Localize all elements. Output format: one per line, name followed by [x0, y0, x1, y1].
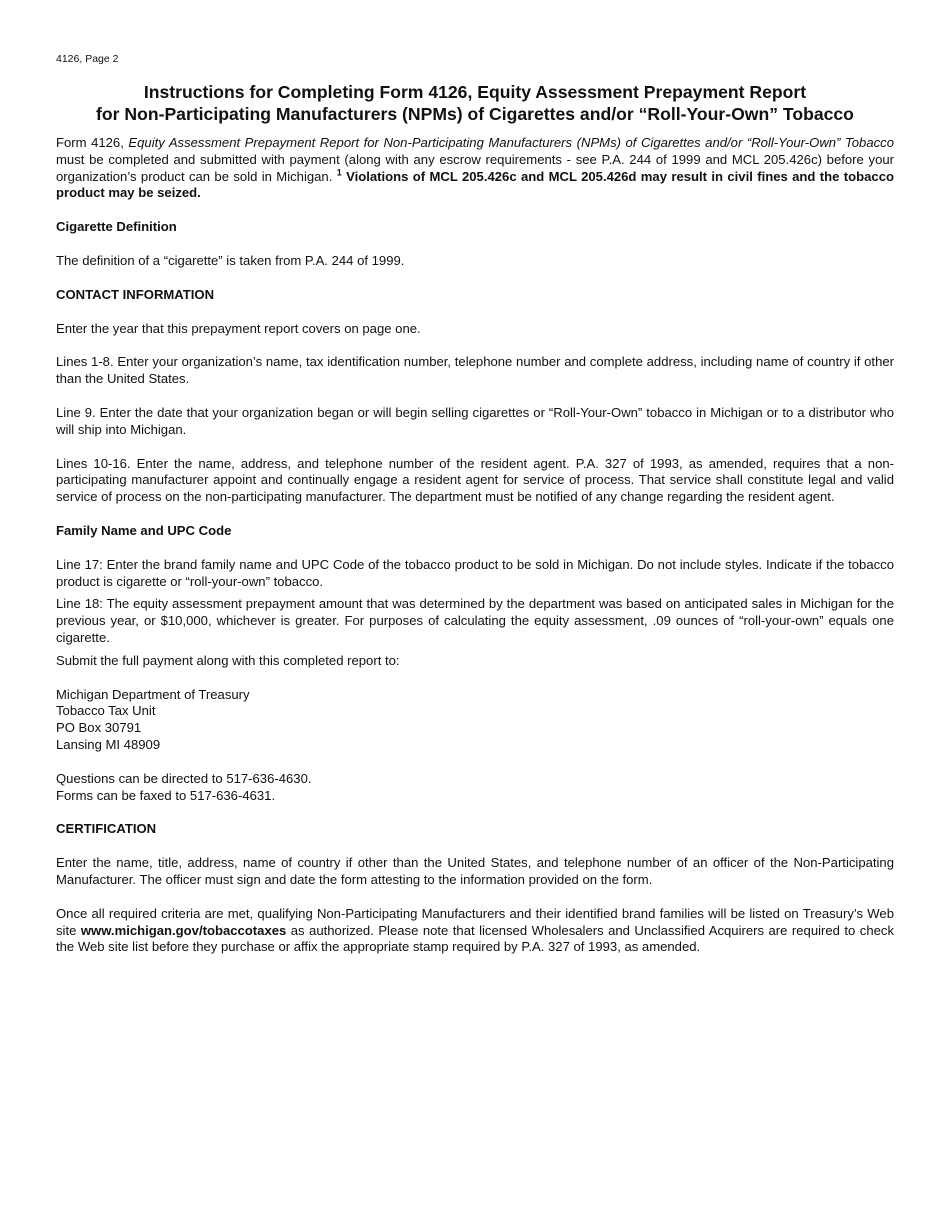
questions-phone: Questions can be directed to 517-636-4630.	[56, 770, 312, 786]
listing-suffix: as authorized. Please note that licensed Wholesalers and Unclassified Acquirers are required to check the Web site list before they purchase or affix the appropriate stamp required by P.A. 327 of 1993, as amended.	[56, 922, 895, 955]
title-line-2: for Non-Participating Manufacturers (NPMs) of Cigarettes and/or “Roll-Your-Own” Tobacco	[96, 103, 854, 124]
listing-prefix: Once all required criteria are met, qualifying Non-Participating Manufacturers and their identified brand families will be listed on Treasury’s Web site	[56, 905, 894, 938]
intro-prefix: Form 4126,	[56, 135, 129, 150]
footnote-marker: 1	[336, 167, 342, 178]
fax-number: Forms can be faxed to 517-636-4631.	[56, 787, 276, 803]
title-line-1: Instructions for Completing Form 4126, Equity Assessment Prepayment Report	[143, 82, 807, 102]
document-title	[56, 82, 894, 125]
page-number-label: 4126, Page 2	[56, 53, 119, 65]
line-18-instruction: Line 18: The equity assessment prepayment amount that was determined by the department was based on anticipated sales in Michigan for the previous year, or $10,000, whichever is greater. For purposes of calculating the equity assessment, .09 ounces of “roll-your-own” equals one cigarette.	[56, 596, 894, 645]
address-line: Michigan Department of Treasury	[56, 686, 250, 702]
intro-paragraph	[56, 135, 894, 202]
mailing-address	[56, 687, 894, 754]
instructions-body	[56, 135, 894, 956]
website-url: www.michigan.gov/tobaccotaxes	[80, 922, 287, 938]
intro-form-title: Equity Assessment Prepayment Report for Non-Participating Manufacturers (NPMs) of Cigarettes and/or “Roll-Your-Own” Tobacco	[128, 135, 895, 150]
family-name-upc-heading: Family Name and UPC Code	[56, 522, 232, 538]
address-line: Lansing MI 48909	[56, 736, 161, 752]
line-17-instruction: Line 17: Enter the brand family name and UPC Code of the tobacco product to be sold in Michigan. Do not include styles. Indicate if the tobacco product is cigarette or “roll-your-own” tobacco.	[56, 556, 894, 589]
year-instruction: Enter the year that this prepayment report covers on page one.	[56, 320, 421, 336]
line-9-instruction: Line 9. Enter the date that your organization began or will begin selling cigarettes or “Roll-Your-Own” tobacco in Michigan or to a distributor who will ship into Michigan.	[56, 404, 894, 437]
address-line: Tobacco Tax Unit	[56, 703, 156, 719]
lines-10-16-instruction: Lines 10-16. Enter the name, address, and telephone number of the resident agent. P.A. 327 of 1993, as amended, requires that a non-participating manufacturer appoint and continually engage a resident agent for service of process. That service shall constitute legal and valid service of process on the non-participating manufacturer. The department must be notified of any change regarding the resident agent.	[56, 455, 894, 505]
intro-warning: Violations of MCL 205.426c and MCL 205.426d may result in civil fines and the tobacco product may be seized.	[56, 168, 894, 201]
certification-heading: CERTIFICATION	[56, 821, 157, 837]
contact-information-heading: CONTACT INFORMATION	[56, 286, 215, 302]
lines-1-8-instruction: Lines 1-8. Enter your organization’s name, tax identification number, telephone number and complete address, including name of country if other than the United States.	[56, 354, 894, 387]
submit-instruction: Submit the full payment along with this completed report to:	[56, 652, 400, 668]
certification-text: Enter the name, title, address, name of country if other than the United States, and telephone number of an officer of the Non-Participating Manufacturer. The officer must sign and date the form attesting to the information provided on the form.	[56, 855, 894, 887]
listing-paragraph	[56, 906, 894, 956]
contact-numbers	[56, 771, 894, 805]
intro-text: must be completed and submitted with payment (along with any escrow requirements - see P.A. 244 of 1999 and MCL 205.426c) before your organization’s product can be sold in Michigan.	[56, 151, 894, 184]
cigarette-definition-heading: Cigarette Definition	[56, 219, 177, 235]
cigarette-definition-text: The definition of a “cigarette” is taken from P.A. 244 of 1999.	[56, 252, 405, 268]
address-line: PO Box 30791	[56, 720, 142, 736]
